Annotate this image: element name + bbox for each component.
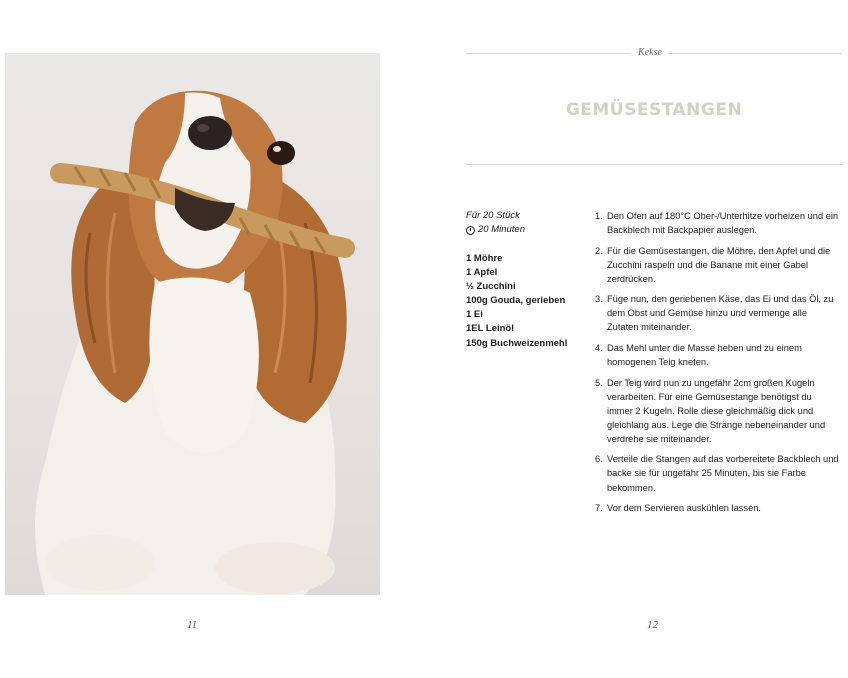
- ingredient-item: 150g Buchweizenmehl: [466, 337, 568, 349]
- recipe-title: GEMÜSESTANGEN: [565, 100, 743, 120]
- step-text: Verteile die Stangen auf das vorbereitete Backblech und backe sie für ungefähr 25 Minuten, bis sie Farbe bekommen.: [607, 454, 839, 493]
- instruction-list: [595, 209, 840, 522]
- step-number: 4.: [595, 342, 603, 353]
- ingredient-list: [466, 252, 567, 351]
- ingredient-item: 100g Gouda, gerieben: [466, 295, 566, 307]
- clock-icon: [466, 226, 475, 235]
- step-text: Das Mehl unter die Masse heben und zu einem homogenen Teig kneten.: [607, 342, 802, 368]
- recipe-meta: [466, 209, 525, 237]
- instruction-step: [595, 376, 840, 446]
- step-text: Vor dem Servieren auskühlen lassen.: [607, 503, 762, 514]
- page-number-left: 11: [187, 619, 198, 631]
- step-number: 5.: [595, 377, 603, 388]
- yield: [466, 209, 525, 223]
- step-text: Der Teig wird nun zu ungefähr 2cm großen Kugeln verarbeiten. Für eine Gemüsestange benötigst du immer 2 Kugeln. Rolle diese gleichmäßig dick und gleichlang aus. Lege die Stränge nebeneinander und verdrehe sie miteinander.: [607, 377, 826, 444]
- instruction-step: [595, 292, 840, 334]
- title-rule: [466, 164, 842, 165]
- ingredient-item: 1 Möhre: [466, 253, 503, 264]
- time: [466, 223, 525, 237]
- step-text: Füge nun, den geriebenen Käse, das Ei und das Öl, zu dem Obst und Gemüse hinzu und vermenge alle Zutaten miteinander.: [607, 294, 834, 333]
- step-number: 7.: [595, 503, 603, 514]
- dog-illustration: [5, 53, 380, 595]
- step-text: Für die Gemüsestangen, die Möhre, den Apfel und die Zucchini raspeln und die Banane mit einer Gabel zerdrücken.: [607, 245, 831, 284]
- instruction-step: [595, 244, 840, 286]
- step-text: Den Ofen auf 180°C Ober-/Unterhitze vorheizen und ein Backblech mit Backpapier auslegen.: [607, 211, 839, 236]
- ingredient-item: 1 Apfel: [466, 267, 498, 279]
- time-text: 20 Minuten: [478, 224, 526, 235]
- step-number: 2.: [595, 245, 603, 256]
- dog-photo: [5, 53, 380, 595]
- running-head: Kekse: [638, 47, 662, 58]
- instruction-step: [595, 341, 840, 369]
- ingredient-item: ½ Zucchini: [466, 281, 516, 293]
- ingredient-item: 1 Ei: [466, 309, 483, 321]
- ingredient-item: 1EL Leinöl: [466, 323, 514, 335]
- instruction-step: [595, 452, 840, 494]
- step-number: 6.: [595, 454, 603, 465]
- header-rule-left: [466, 53, 631, 54]
- instruction-step: [595, 209, 840, 237]
- yield-text: Für 20 Stück: [466, 210, 520, 221]
- page-number-right: 12: [647, 619, 658, 631]
- header-rule-right: [668, 53, 842, 54]
- instruction-step: [595, 501, 840, 515]
- step-number: 1.: [595, 211, 603, 221]
- step-number: 3.: [595, 294, 603, 305]
